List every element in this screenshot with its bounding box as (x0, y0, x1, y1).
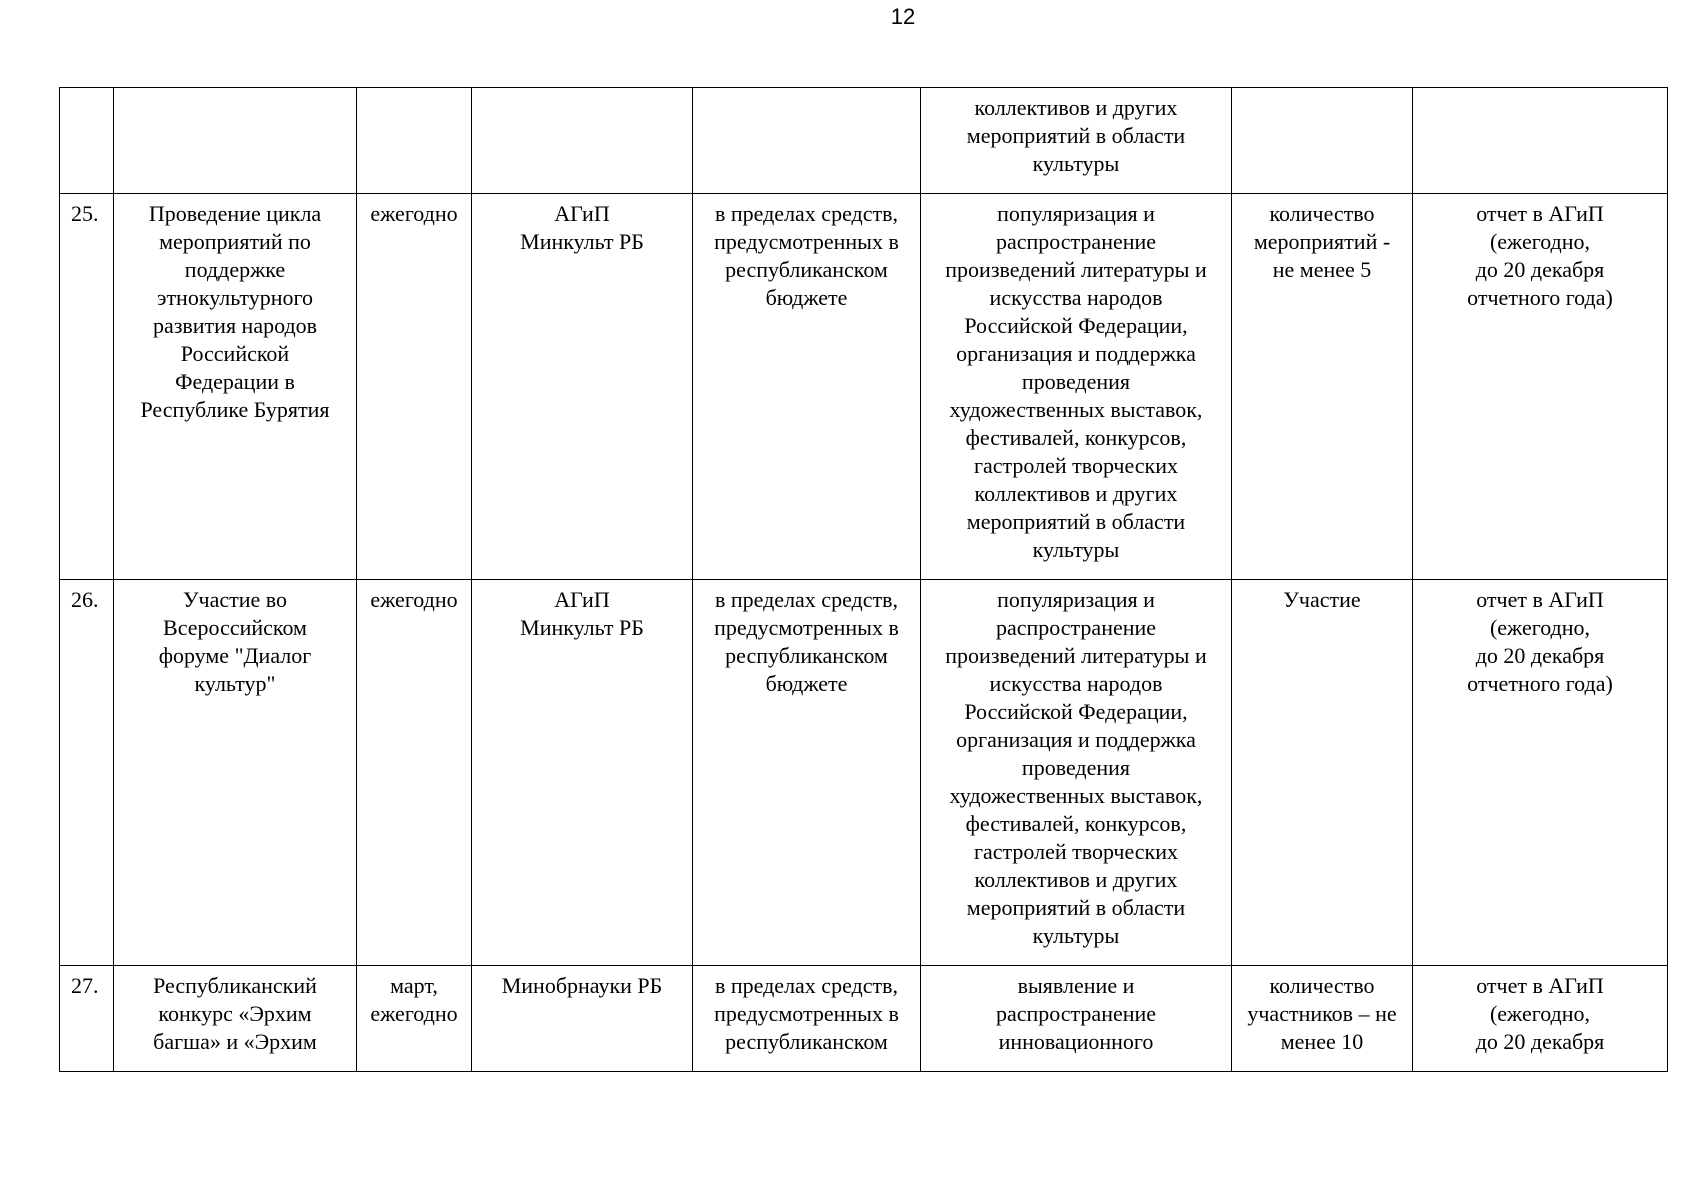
report-cell (1413, 194, 1668, 580)
event-text: Республиканский конкурс «Эрхим багша» и «Эрхим (153, 973, 317, 1054)
period-text: ежегодно (370, 587, 458, 612)
goal-text: выявление и распространение инновационного (995, 973, 1157, 1054)
report-cell (1413, 88, 1668, 194)
indicator-cell (1232, 194, 1413, 580)
funding-cell (693, 966, 921, 1072)
row-number: 26. (71, 587, 99, 612)
table-row (60, 88, 1668, 194)
table-row (60, 580, 1668, 966)
event-text: Участие во Всероссийском форуме "Диалог культур" (158, 587, 312, 696)
report-text: отчет в АГиП (ежегодно, до 20 декабря (1475, 973, 1605, 1054)
funding-cell (693, 580, 921, 966)
table-row (60, 966, 1668, 1072)
event-cell (114, 194, 357, 580)
goal-text: коллективов и других мероприятий в области культуры (966, 95, 1186, 176)
event-cell (114, 580, 357, 966)
executor-text: АГиП Минкульт РБ (520, 587, 644, 640)
executor-cell (472, 580, 693, 966)
indicator-cell (1232, 966, 1413, 1072)
indicator-cell (1232, 580, 1413, 966)
row-number-cell (60, 580, 114, 966)
row-number: 27. (71, 973, 99, 998)
indicator-text: Участие (1283, 587, 1361, 612)
goal-text: популяризация и распространение произведений литературы и искусства народов Российской Федерации, организация и поддержка проведения художественных выставок, фестивалей, конкурсов, гастролей творческих коллективов и других мероприятий в области культуры (945, 587, 1207, 948)
event-text: Проведение цикла мероприятий по поддержке этнокультурного развития народов Российской Федерации в Республике Бурятия (140, 201, 330, 422)
event-cell (114, 88, 357, 194)
report-cell (1413, 580, 1668, 966)
funding-text: в пределах средств, предусмотренных в республиканском (714, 973, 899, 1054)
funding-cell (693, 194, 921, 580)
funding-cell (693, 88, 921, 194)
row-number-cell (60, 966, 114, 1072)
row-number-cell (60, 88, 114, 194)
report-text: отчет в АГиП (ежегодно, до 20 декабря отчетного года) (1467, 201, 1613, 310)
period-cell (357, 194, 472, 580)
period-cell (357, 580, 472, 966)
table-row (60, 194, 1668, 580)
executor-text: Минобрнауки РБ (501, 973, 663, 998)
row-number: 25. (71, 201, 99, 226)
goal-text: популяризация и распространение произведений литературы и искусства народов Российской Федерации, организация и поддержка проведения художественных выставок, фестивалей, конкурсов, гастролей творческих коллективов и других мероприятий в области культуры (945, 201, 1207, 562)
event-cell (114, 966, 357, 1072)
executor-cell (472, 194, 693, 580)
row-number-cell (60, 194, 114, 580)
executor-cell (472, 966, 693, 1072)
goal-cell (921, 88, 1232, 194)
plan-table (59, 87, 1668, 1072)
executor-cell (472, 88, 693, 194)
indicator-cell (1232, 88, 1413, 194)
period-cell (357, 88, 472, 194)
goal-cell (921, 966, 1232, 1072)
report-cell (1413, 966, 1668, 1072)
period-cell (357, 966, 472, 1072)
period-text: март, ежегодно (370, 973, 458, 1026)
page-number: 12 (890, 4, 916, 29)
period-text: ежегодно (370, 201, 458, 226)
indicator-text: количество участников – не менее 10 (1247, 973, 1397, 1054)
indicator-text: количество мероприятий - не менее 5 (1253, 201, 1391, 282)
goal-cell (921, 194, 1232, 580)
report-text: отчет в АГиП (ежегодно, до 20 декабря отчетного года) (1467, 587, 1613, 696)
funding-text: в пределах средств, предусмотренных в республиканском бюджете (714, 201, 899, 310)
funding-text: в пределах средств, предусмотренных в республиканском бюджете (714, 587, 899, 696)
goal-cell (921, 580, 1232, 966)
executor-text: АГиП Минкульт РБ (520, 201, 644, 254)
